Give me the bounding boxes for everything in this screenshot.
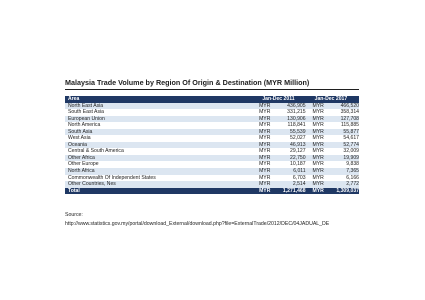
value-2011: 436,905 [287, 102, 306, 109]
source-link[interactable]: http://www.statistics.gov.my/portal/download_External/download.php?file=ExternalTrade/2012/DEC/04JADUAL_DE [65, 220, 330, 227]
currency-2011: MYR [259, 109, 271, 116]
currency-2012: MYR [312, 135, 324, 142]
region-name: South Asia [68, 128, 93, 135]
value-2011: 331,215 [287, 109, 306, 116]
currency-2012: MYR [312, 141, 324, 148]
currency-2011: MYR [259, 115, 271, 122]
value-2011: 6,011 [293, 168, 306, 175]
value-2012: 466,520 [340, 102, 359, 109]
trade-table [65, 96, 359, 194]
region-name: North East Asia [68, 102, 104, 109]
value-2012: 115,885 [340, 122, 359, 129]
value-2011: 29,127 [290, 148, 306, 155]
currency-2012: MYR [312, 148, 324, 155]
currency-2011: MYR [259, 181, 271, 188]
currency-2012: MYR [312, 109, 324, 116]
value-2011: 55,539 [290, 128, 306, 135]
currency-2011: MYR [259, 174, 271, 181]
total-value-2011: 1,271,468 [282, 187, 306, 194]
currency-2012: MYR [312, 161, 324, 168]
currency-2012: MYR [312, 174, 324, 181]
value-2011: 46,913 [290, 141, 306, 148]
region-name: West Asia [68, 135, 91, 142]
currency-2012: MYR [312, 115, 324, 122]
table-body [65, 103, 359, 188]
region-name: North Africa [68, 168, 95, 175]
value-2012: 32,009 [343, 148, 359, 155]
value-2011: 130,906 [287, 115, 306, 122]
value-2012: 6,166 [346, 174, 359, 181]
source-note [65, 211, 329, 228]
currency-2011: MYR [259, 148, 271, 155]
currency-2011: MYR [259, 122, 271, 129]
value-2011: 2,514 [292, 181, 306, 188]
value-2011: 118,841 [287, 122, 306, 129]
value-2011: 22,750 [290, 154, 306, 161]
value-2012: 127,708 [340, 115, 359, 122]
currency-2012: MYR [312, 128, 324, 135]
currency-2011: MYR [259, 135, 271, 142]
total-currency-2011: MYR [259, 187, 271, 194]
region-name: European Union [68, 115, 105, 122]
value-2012: 358,314 [340, 109, 359, 116]
value-2011: 52,027 [290, 135, 306, 142]
currency-2011: MYR [259, 161, 271, 168]
region-name: Commonwealth Of Independent States [68, 174, 156, 181]
value-2012: 7,365 [346, 168, 359, 175]
value-2012: 9,838 [346, 161, 359, 168]
value-2012: 55,877 [343, 128, 359, 135]
region-name: Other Countries, Nes [68, 181, 116, 188]
total-label: Total [68, 187, 80, 194]
currency-2011: MYR [259, 154, 271, 161]
currency-2012: MYR [312, 122, 324, 129]
region-name: Central & South America [68, 148, 124, 155]
value-2012: 19,909 [343, 154, 359, 161]
total-currency-2012: MYR [312, 187, 324, 194]
currency-2012: MYR [312, 102, 324, 109]
title-divider [65, 89, 359, 90]
source-label: Source: [65, 212, 83, 218]
currency-2012: MYR [312, 168, 324, 175]
value-2012: 54,617 [343, 135, 359, 142]
region-name: Other Africa [68, 154, 95, 161]
region-name: Oceania [68, 141, 87, 148]
table-title: Malaysia Trade Volume by Region Of Origin & Destination (MYR Million) [65, 78, 310, 87]
currency-2012: MYR [312, 181, 324, 188]
value-2012: 52,774 [343, 141, 359, 148]
region-name: Other Europe [68, 161, 99, 168]
currency-2011: MYR [259, 141, 271, 148]
region-name: North America [68, 122, 101, 129]
total-value-2012: 1,309,037 [336, 187, 359, 194]
currency-2012: MYR [312, 154, 324, 161]
currency-2011: MYR [259, 128, 271, 135]
region-name: South East Asia [68, 109, 104, 116]
currency-2011: MYR [259, 168, 271, 175]
value-2011: 6,703 [292, 174, 306, 181]
header-2012: Jan-Dec 2017 [314, 96, 348, 102]
table-total-row [65, 188, 359, 195]
value-2012: 2,772 [346, 181, 359, 188]
currency-2011: MYR [259, 102, 271, 109]
header-2011: Jan-Dec 2011 [262, 96, 295, 102]
value-2011: 10,187 [290, 161, 306, 168]
header-area: Area [68, 96, 80, 102]
